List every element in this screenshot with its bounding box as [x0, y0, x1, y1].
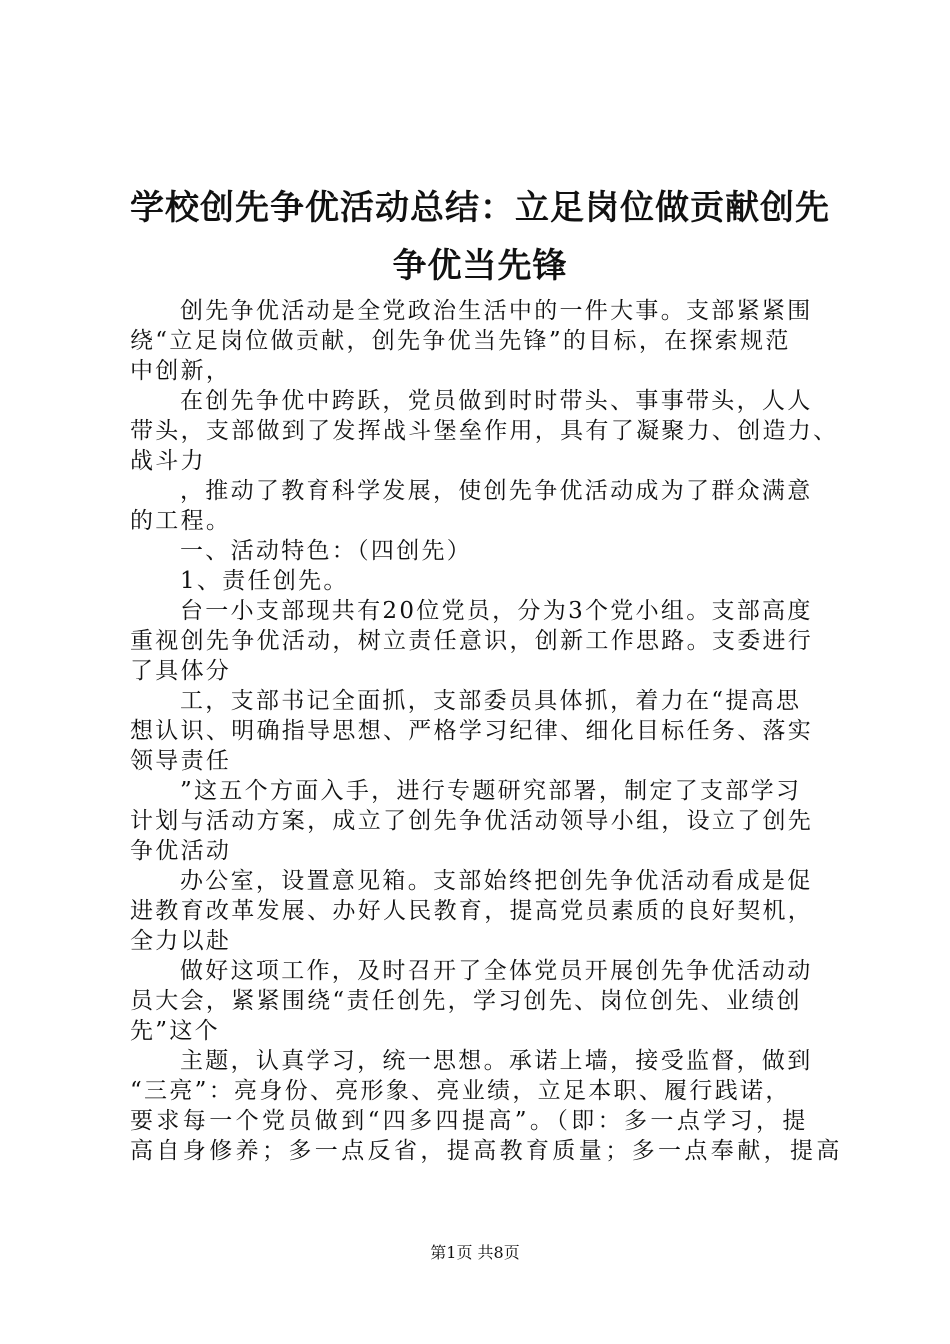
body-line: 创先争优活动是全党政治生活中的一件大事。支部紧紧围 [180, 298, 813, 324]
body-line: “三亮”：亮身份、亮形象、亮业绩，立足本职、履行践诺， [130, 1078, 791, 1104]
body-line: 台一小支部现共有20位党员，分为3个党小组。支部高度 [180, 598, 813, 624]
body-line: 带头，支部做到了发挥战斗堡垒作用，具有了凝聚力、创造力、 [130, 418, 839, 444]
body-line: 领导责任 [130, 748, 232, 774]
body-line: 了具体分 [130, 658, 232, 684]
body-line: 工，支部书记全面抓，支部委员具体抓，着力在“提高思 [180, 688, 802, 714]
body-line: 高自身修养；多一点反省，提高教育质量；多一点奉献，提高 [130, 1138, 843, 1164]
body-line: 进教育改革发展、办好人民教育，提高党员素质的良好契机， [130, 898, 814, 924]
subsection-heading: 1、责任创先。 [180, 568, 349, 594]
page-footer: 第1页 共8页 [430, 1243, 520, 1262]
body-line: 中创新， [130, 358, 232, 384]
document-title-line-1: 学校创先争优活动总结：立足岗位做贡献创先 [130, 188, 830, 228]
body-line: 重视创先争优活动，树立责任意识，创新工作思路。支委进行 [130, 628, 814, 654]
document-title-line-2: 争优当先锋 [392, 246, 568, 286]
body-line: 做好这项工作，及时召开了全体党员开展创先争优活动动 [180, 958, 813, 984]
body-line: ”这五个方面入手，进行专题研究部署，制定了支部学习 [180, 778, 802, 804]
body-line: 主题，认真学习，统一思想。承诺上墙，接受监督，做到 [180, 1048, 813, 1074]
body-line: 办公室，设置意见箱。支部始终把创先争优活动看成是促 [180, 868, 813, 894]
body-line: 要求每一个党员做到“四多四提高”。（即：多一点学习，提 [130, 1108, 809, 1134]
section-heading: 一、活动特色：（四创先） [180, 538, 473, 564]
body-line: 绕“立足岗位做贡献，创先争优当先锋”的目标，在探索规范 [130, 328, 791, 354]
body-line: 全力以赴 [130, 928, 232, 954]
body-line: 先”这个 [130, 1018, 220, 1044]
body-line: 战斗力 [130, 448, 206, 474]
document-body [130, 296, 843, 1166]
body-line: 想认识、明确指导思想、严格学习纪律、细化目标任务、落实 [130, 718, 814, 744]
body-line: 的工程。 [130, 508, 232, 534]
body-line: 在创先争优中跨跃，党员做到时时带头、事事带头，人人 [180, 388, 813, 414]
body-line: ，推动了教育科学发展，使创先争优活动成为了群众满意 [180, 478, 813, 504]
body-line: 计划与活动方案，成立了创先争优活动领导小组，设立了创先 [130, 808, 814, 834]
body-line: 争优活动 [130, 838, 232, 864]
body-line: 员大会，紧紧围绕“责任创先，学习创先、岗位创先、业绩创 [130, 988, 802, 1014]
